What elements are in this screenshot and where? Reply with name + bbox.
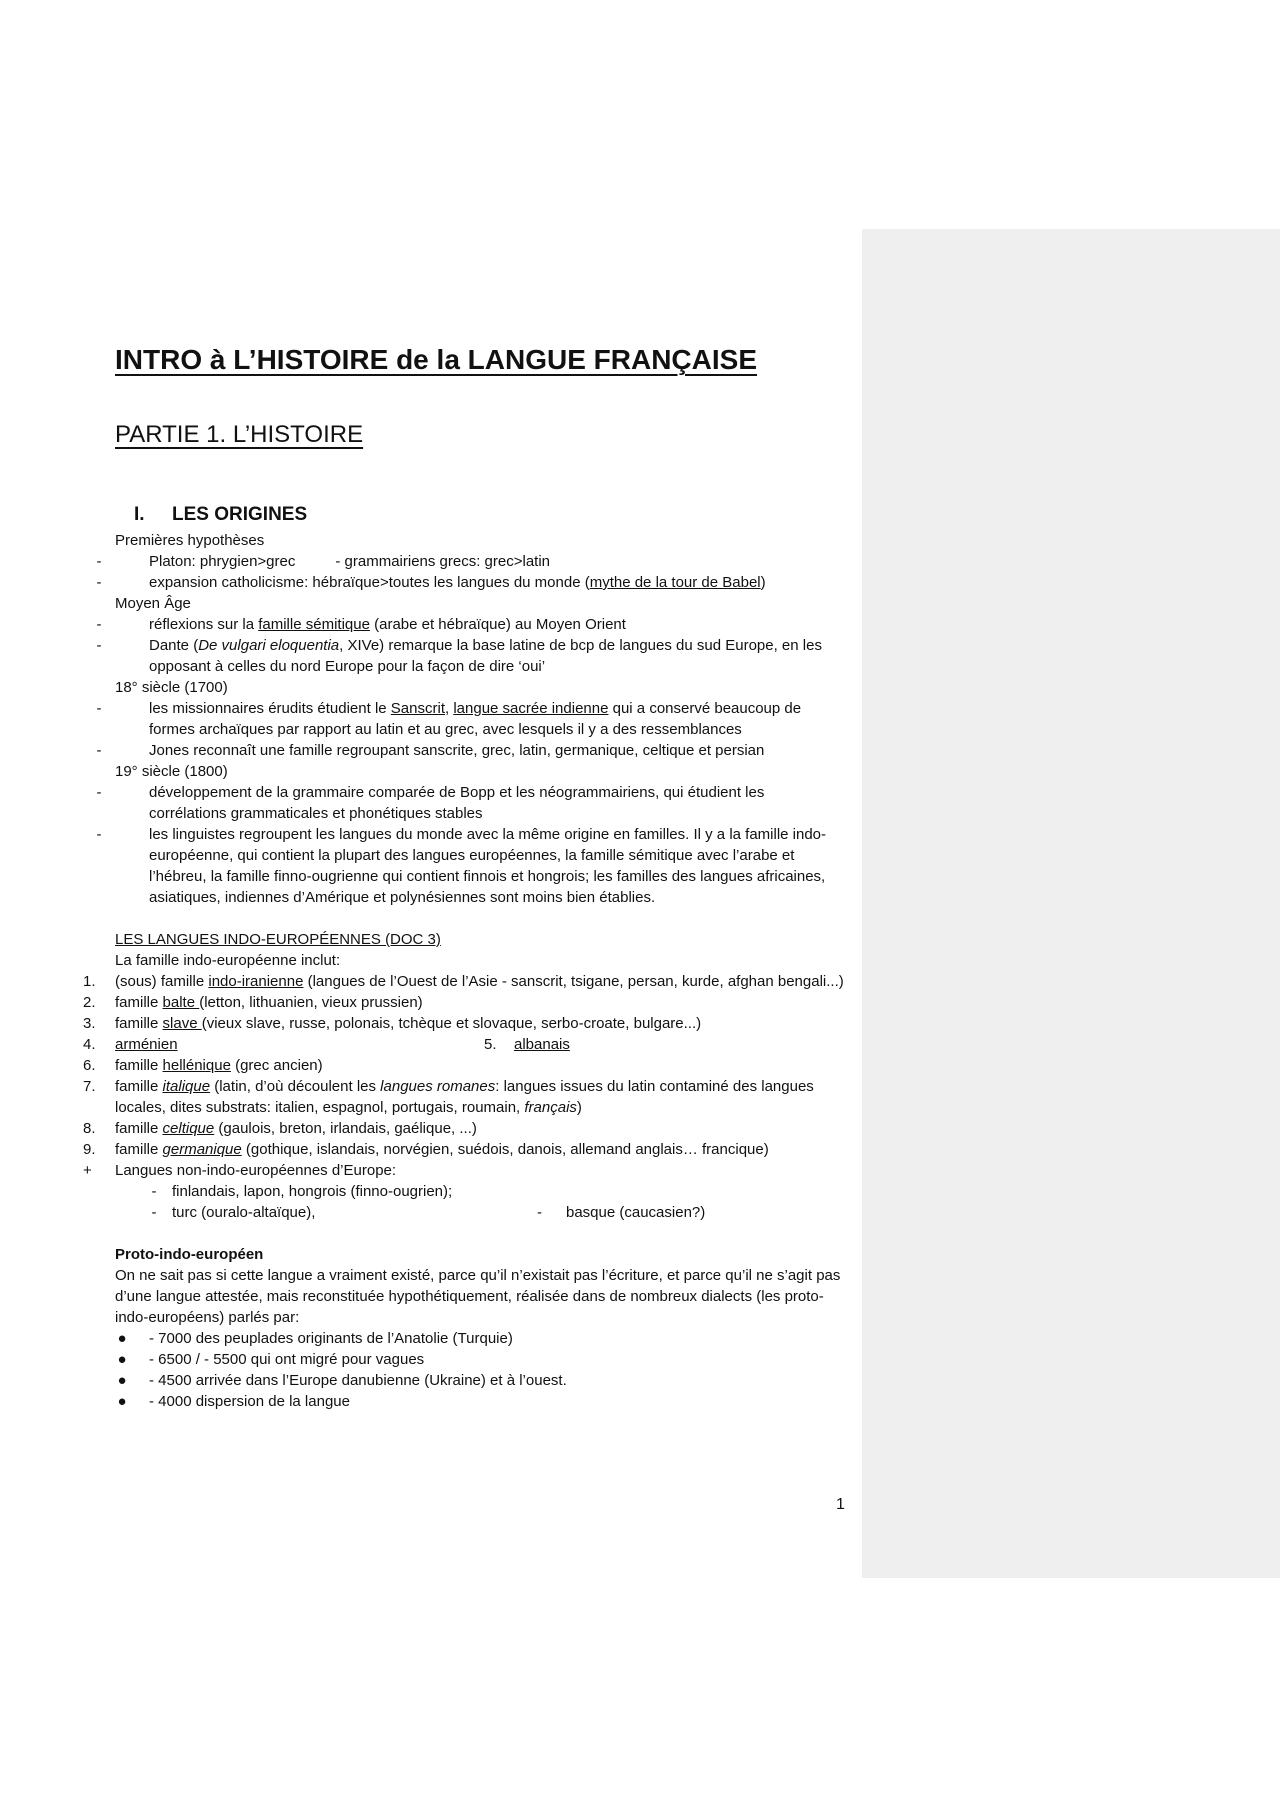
number-marker: 7. (83, 1078, 96, 1095)
document-title: INTRO à L’HISTOIRE de la LANGUE FRANÇAISE (115, 344, 758, 375)
list-item: 3. famille slave (vieux slave, russe, polonais, tchèque et slovaque, serbo-croate, bulgare...) (83, 1015, 702, 1032)
underlined-term: celtique (162, 1120, 215, 1137)
subheading-18-siecle: 18° siècle (1700) (115, 679, 228, 696)
list-item: 6. famille hellénique (grec ancien) (83, 1057, 323, 1074)
plus-marker: + (83, 1162, 92, 1179)
list-item: 9. famille germanique (gothique, islandais, norvégien, suédois, danois, allemand anglais… francique) (83, 1141, 769, 1158)
dash-marker: - (96, 826, 102, 843)
list-item: + Langues non-indo-européennes d’Europe: (83, 1162, 397, 1179)
list-item: - finlandais, lapon, hongrois (finno-ougrien); (115, 1181, 845, 1202)
list-item (83, 1034, 845, 1055)
section-number: I. (134, 504, 145, 525)
number-marker: 8. (83, 1120, 96, 1137)
underlined-term: famille sémitique (258, 616, 370, 633)
subheading-proto: Proto-indo-européen (115, 1246, 264, 1263)
underlined-term: arménien (115, 1036, 178, 1053)
number-marker: 6. (83, 1057, 96, 1074)
number-marker: 1. (83, 973, 96, 990)
list-item: - Dante (De vulgari eloquentia, XIVe) remarque la base latine de bcp de langues du sud Europe, en les opposant à celles du nord Europe pour la façon de dire ‘oui’ (115, 635, 845, 677)
dash-marker: - (96, 553, 102, 570)
underlined-term: albanais (514, 1036, 570, 1053)
list-item: 2. famille balte (letton, lithuanien, vieux prussien) (83, 994, 423, 1011)
dash-marker: - (96, 700, 102, 717)
list-item: - Jones reconnaît une famille regroupant sanscrite, grec, latin, germanique, celtique et persian (115, 740, 845, 761)
subheading-moyen-age: Moyen Âge (115, 595, 191, 612)
comment-margin-pane (862, 229, 1280, 1578)
list-item: ● - 4500 arrivée dans l’Europe danubienne (Ukraine) et à l’ouest. (115, 1370, 845, 1391)
number-marker: 9. (83, 1141, 96, 1158)
underlined-term: germanique (162, 1141, 242, 1158)
dash-marker: - (537, 1204, 542, 1221)
bullet-marker: ● (117, 1351, 127, 1368)
list-item: - les missionnaires érudits étudient le Sanscrit, langue sacrée indienne qui a conservé beaucoup de formes archaïques par rapport au latin et au grec, avec lesquels il y a des ressemblances (115, 698, 845, 740)
subheading-indo-europeennes: LES LANGUES INDO-EUROPÉENNES (DOC 3) (115, 931, 441, 948)
number-marker: 2. (83, 994, 96, 1011)
italic-title: De vulgari eloquentia (198, 637, 340, 654)
part-heading: PARTIE 1. L’HISTOIRE (115, 421, 364, 448)
underlined-term: balte (162, 994, 200, 1011)
list-item: ● - 7000 des peuplades originants de l’Anatolie (Turquie) (115, 1328, 845, 1349)
section-label: LES ORIGINES (172, 504, 308, 525)
bullet-marker: ● (117, 1372, 127, 1389)
underlined-term: langue sacrée indienne (453, 700, 609, 717)
indo-intro: La famille indo-européenne inclut: (115, 952, 341, 969)
underlined-term: indo-iranienne (208, 973, 304, 990)
list-item: - développement de la grammaire comparée de Bopp et les néogrammairiens, qui étudient les corrélations grammaticales et phonétiques stables (115, 782, 845, 824)
document-body (83, 530, 845, 1412)
subheading-premieres: Premières hypothèses (115, 532, 265, 549)
list-item: 7. famille italique (latin, d’où découlent les langues romanes: langues issues du latin contaminé des langues locales, dites substrats: italien, espagnol, portugais, roumain, français) (83, 1078, 814, 1116)
dash-marker: - (96, 742, 102, 759)
list-item: - Platon: phrygien>grec - grammairiens grecs: grec>latin (115, 551, 845, 572)
underlined-term: hellénique (162, 1057, 231, 1074)
dash-marker: - (96, 637, 102, 654)
list-item: - turc (ouralo-altaïque), - basque (caucasien?) (115, 1202, 845, 1223)
list-item: - expansion catholicisme: hébraïque>toutes les langues du monde (mythe de la tour de Babel) (115, 572, 845, 593)
list-item: 1. (sous) famille indo-iranienne (langues de l’Ouest de l’Asie - sanscrit, tsigane, persan, kurde, afghan bengali...) (83, 973, 844, 990)
dash-marker: - (151, 1183, 157, 1200)
number-marker: 5. (484, 1036, 497, 1053)
dash-marker: - (96, 784, 102, 801)
list-item: ● - 4000 dispersion de la langue (115, 1391, 845, 1412)
number-marker: 4. (83, 1036, 96, 1053)
proto-paragraph: On ne sait pas si cette langue a vraiment existé, parce qu’il n’existait pas l’écriture, et parce qu’il ne s’agit pas d’une langue attestée, mais reconstituée hypothétiquement, réalisée dans de nombreux dialects (les proto-indo-européens) parlés par: (115, 1267, 841, 1326)
list-item: - les linguistes regroupent les langues du monde avec la même origine en familles. Il y a la famille indo-européenne, qui contient la plupart des langues européennes, la famille sémitique avec l’arabe et l’hébreu, la famille finno-ougrienne qui contient finnois et hongrois; les familles des langues africaines, asiatiques, indiennes d’Amérique et polynésiennes sont moins bien établies. (115, 824, 845, 908)
dash-marker: - (96, 616, 102, 633)
underlined-term: slave (162, 1015, 202, 1032)
list-item: - réflexions sur la famille sémitique (arabe et hébraïque) au Moyen Orient (115, 614, 845, 635)
bullet-marker: ● (117, 1330, 127, 1347)
section-heading (134, 504, 307, 526)
underlined-term: italique (162, 1078, 211, 1095)
underlined-term: mythe de la tour de Babel (589, 574, 761, 591)
underlined-term: Sanscrit (390, 700, 445, 717)
dash-marker: - (151, 1204, 157, 1221)
list-item: ● - 6500 / - 5500 qui ont migré pour vagues (115, 1349, 845, 1370)
dash-marker: - (96, 574, 102, 591)
list-item: 8. famille celtique (gaulois, breton, irlandais, gaélique, ...) (83, 1120, 477, 1137)
number-marker: 3. (83, 1015, 96, 1032)
page-number: 1 (836, 1496, 845, 1513)
subheading-19-siecle: 19° siècle (1800) (115, 763, 228, 780)
bullet-marker: ● (117, 1393, 127, 1410)
